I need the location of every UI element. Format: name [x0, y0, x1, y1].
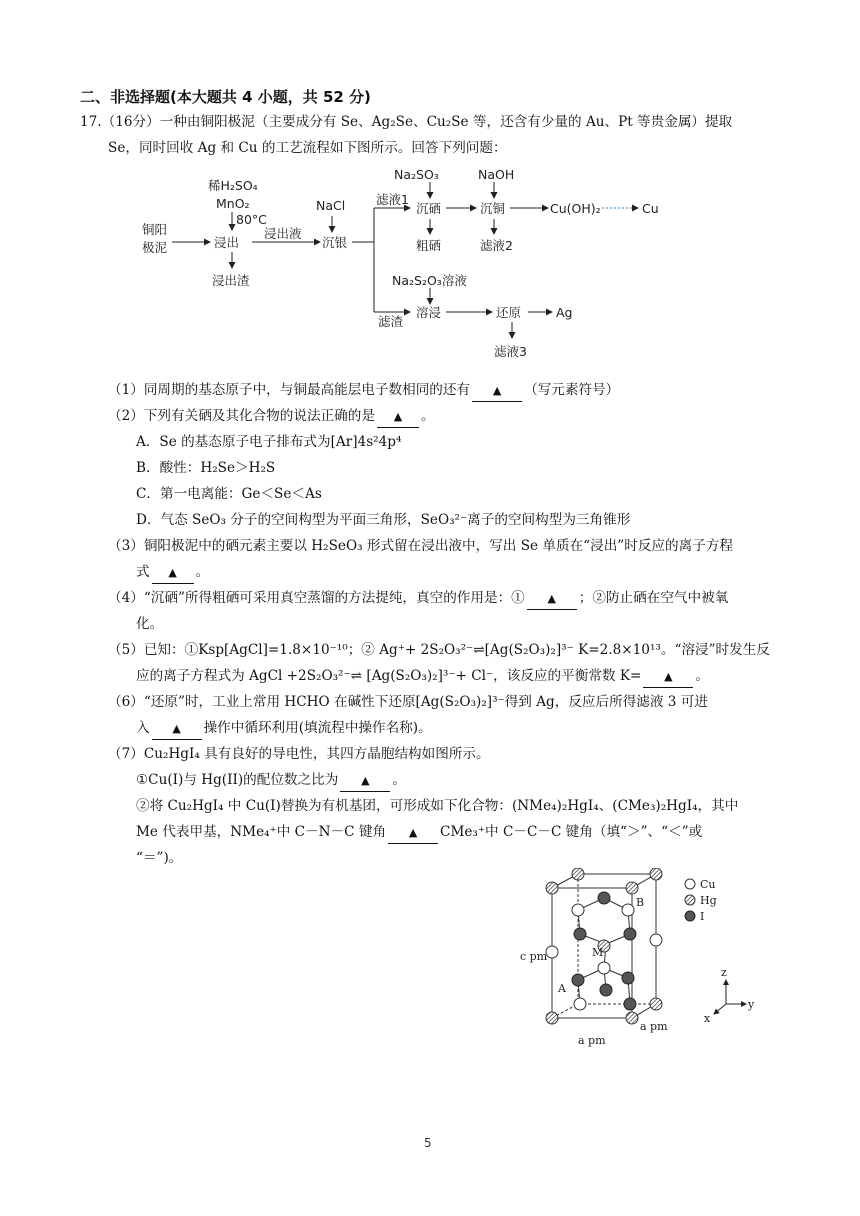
- legend-i-icon: [685, 911, 695, 921]
- label-a-atom: A: [558, 982, 566, 995]
- axis-z: z: [721, 966, 727, 979]
- answer-blank[interactable]: ▲: [152, 719, 202, 740]
- answer-blank[interactable]: ▲: [472, 381, 522, 402]
- q6-line2: 入 ▲ 操作中循环利用(填流程中操作名称)。: [136, 718, 432, 740]
- q2-option-a: A．Se 的基态原子电子排布式为[Ar]4s²4p⁴: [136, 434, 402, 450]
- dim-a1: a pm: [578, 1034, 606, 1047]
- q5-line2: 应的离子方程式为 AgCl +2S₂O₃²⁻⇌ [Ag(S₂O₃)₂]³⁻+ Cl⁻，该反应的平衡常数 K= ▲ 。: [136, 666, 709, 688]
- q7-sub2-line3: “＝”)。: [136, 850, 183, 866]
- dim-c: c pm: [520, 950, 548, 963]
- q7-sub1: ①Cu(I)与 Hg(II)的配位数之比为 ▲ 。: [136, 770, 406, 792]
- answer-blank[interactable]: ▲: [527, 589, 577, 610]
- step-precip-se: 沉硒: [416, 201, 442, 216]
- crude-se: 粗硒: [416, 238, 442, 253]
- reagent-mno2: MnO₂: [216, 196, 250, 211]
- reagent-acid: 稀H₂SO₄: [208, 178, 258, 193]
- answer-blank[interactable]: ▲: [377, 407, 419, 428]
- q4-line2: 化。: [136, 616, 164, 632]
- residue2-label: 滤渣: [378, 314, 404, 329]
- q4-line1: （4）“沉硒”所得粗硒可采用真空蒸馏的方法提纯，真空的作用是：① ▲ ；②防止硒在空气中被氧: [108, 588, 728, 610]
- raw-material-2: 极泥: [142, 240, 168, 255]
- q1-line: （1）同周期的基态原子中，与铜最高能层电子数相同的还有 ▲ （写元素符号）: [108, 380, 619, 402]
- filtrate3-label: 滤液3: [494, 344, 527, 359]
- label-b: B: [636, 896, 645, 909]
- q6-line1: （6）“还原”时，工业上常用 HCHO 在碱性下还原[Ag(S₂O₃)₂]³⁻得到 Ag，反应后所得滤液 3 可进: [108, 694, 708, 710]
- crystal-cell-figure: [520, 868, 790, 1058]
- q5-line1: （5）已知：①Ksp[AgCl]=1.8×10⁻¹⁰；② Ag⁺+ 2S₂O₃²⁻⇌[Ag(S₂O₃)₂]³⁻ K=2.8×10¹³。“溶浸”时发生反: [108, 642, 770, 658]
- q7-line1: （7）Cu₂HgI₄ 具有良好的导电性，其四方晶胞结构如图所示。: [108, 746, 490, 762]
- axis-y: y: [748, 998, 755, 1011]
- product-ag: Ag: [556, 305, 573, 320]
- q7-sub2-line2: Me 代表甲基，NMe₄⁺中 C－N－C 键角 ▲ CMe₃⁺中 C－C－C 键角（填“＞”、“＜”或: [136, 822, 702, 844]
- q2-option-c: C．第一电离能：Ge＜Se＜As: [136, 486, 322, 502]
- step-precip-cu: 沉铜: [480, 201, 506, 216]
- answer-blank[interactable]: ▲: [388, 823, 438, 844]
- reagent-na2so3: Na₂SO₃: [394, 167, 439, 182]
- answer-blank[interactable]: ▲: [340, 771, 390, 792]
- legend-i: I: [700, 910, 705, 923]
- reagent-na2s2o3: Na₂S₂O₃溶液: [392, 273, 467, 288]
- q3-line2: 式 ▲ 。: [136, 562, 209, 584]
- leach-residue: 浸出渣: [212, 273, 250, 288]
- question-intro-line2: Se，同时回收 Ag 和 Cu 的工艺流程如下图所示。回答下列问题：: [108, 140, 507, 156]
- filtrate2-label: 滤液2: [480, 238, 513, 253]
- step-reduce: 还原: [496, 305, 522, 320]
- q7-sub2-line1: ②将 Cu₂HgI₄ 中 Cu(I)替换为有机基团，可形成如下化合物：(NMe₄)₂HgI₄、(CMe₃)₂HgI₄，其中: [136, 798, 739, 814]
- q3-line1: （3）铜阳极泥中的硒元素主要以 H₂SeO₃ 形式留在浸出液中，写出 Se 单质在“浸出”时反应的离子方程: [108, 538, 734, 554]
- section-title: 二、非选择题(本大题共 4 小题，共 52 分): [80, 88, 371, 106]
- q2-option-b: B．酸性：H₂Se＞H₂S: [136, 460, 276, 476]
- answer-blank[interactable]: ▲: [643, 667, 693, 688]
- reagent-nacl: NaCl: [316, 198, 346, 213]
- leachate-label: 浸出液: [264, 226, 302, 241]
- legend-cu-icon: [685, 879, 695, 889]
- legend-hg-icon: [685, 895, 695, 905]
- process-flow-diagram: [140, 164, 700, 364]
- product-cu: Cu: [642, 201, 659, 216]
- reagent-temp: 80°C: [236, 212, 267, 227]
- dim-a2: a pm: [640, 1020, 668, 1033]
- legend-cu: Cu: [700, 878, 716, 891]
- q2-option-d: D．气态 SeO₃ 分子的空间构型为平面三角形，SeO₃²⁻离子的空间构型为三角锥形: [136, 512, 631, 528]
- step-precip-ag: 沉银: [322, 235, 348, 250]
- step-solute-leach: 溶浸: [416, 305, 442, 320]
- legend-hg: Hg: [700, 894, 717, 907]
- answer-blank[interactable]: ▲: [152, 563, 194, 584]
- label-m: M: [592, 946, 604, 959]
- raw-material-1: 铜阳: [142, 222, 168, 237]
- product-cuoh2: Cu(OH)₂: [550, 201, 601, 216]
- q2-stem: （2）下列有关硒及其化合物的说法正确的是 ▲ 。: [108, 406, 435, 428]
- question-intro-line1: 17.（16分）一种由铜阳极泥（主要成分有 Se、Ag₂Se、Cu₂Se 等，还含有少量的 Au、Pt 等贵金属）提取: [80, 114, 733, 130]
- axis-x: x: [704, 1012, 711, 1025]
- page-number: 5: [424, 1136, 432, 1150]
- reagent-naoh: NaOH: [478, 167, 515, 182]
- step-leach: 浸出: [214, 235, 240, 250]
- filtrate1-label: 滤液1: [376, 192, 409, 207]
